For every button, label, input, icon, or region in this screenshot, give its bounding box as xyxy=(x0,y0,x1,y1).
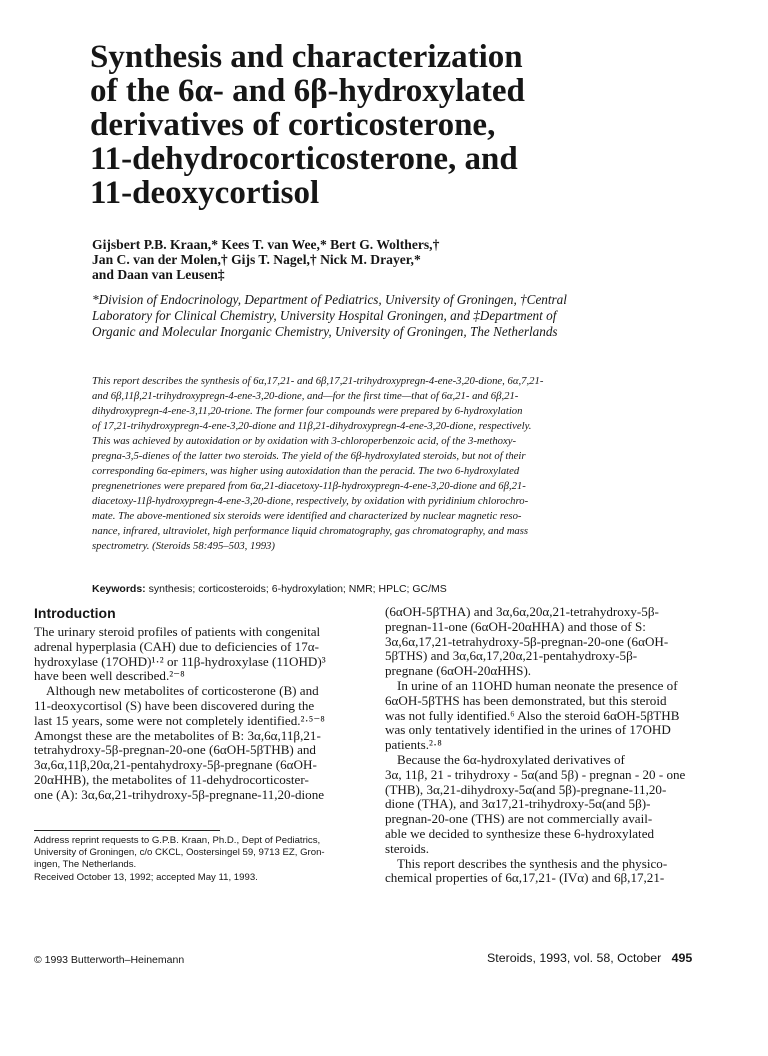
footnote-line: University of Groningen, c/o CKCL, Oostersingel 59, 9713 EZ, Gron- xyxy=(34,847,325,859)
abstract-line: spectrometry. (Steroids 58:495–503, 1993) xyxy=(92,540,275,552)
body-line: Amongst these are the metabolites of B: 3α,6α,11β,21- xyxy=(34,727,321,743)
right-column xyxy=(385,605,725,886)
affiliation-line: *Division of Endocrinology, Department of Pediatrics, University of Groningen, †Central xyxy=(92,292,567,307)
body-line: chemical properties of 6α,17,21- (IVα) and 6β,17,21- xyxy=(385,870,665,886)
page-number: 495 xyxy=(671,951,693,965)
author-line: and Daan van Leusen‡ xyxy=(92,267,225,282)
body-line: The urinary steroid profiles of patients with congenital xyxy=(34,624,321,639)
body-line: was only tentatively identified in the urines of 17OHD xyxy=(385,722,671,738)
author-list xyxy=(92,237,652,282)
body-line: pregnane (6αOH-20αHHS). xyxy=(385,663,532,679)
body-line: 3α,6α,17,21-tetrahydroxy-5β-pregnan-20-one (6αOH- xyxy=(385,633,669,649)
author-line: Jan C. van der Molen,† Gijs T. Nagel,† Nick M. Drayer,* xyxy=(92,252,421,267)
body-line: This report describes the synthesis and the physico- xyxy=(397,855,668,871)
abstract-line: This was achieved by autoxidation or by oxidation with 3-chloroperbenzoic acid, of the 3-methoxy- xyxy=(92,435,517,447)
abstract xyxy=(92,374,682,554)
author-line: Gijsbert P.B. Kraan,* Kees T. van Wee,* Bert G. Wolthers,† xyxy=(92,237,440,252)
article-title xyxy=(90,40,690,210)
body-line: 3α, 11β, 21 - trihydroxy - 5α(and 5β) - pregnan - 20 - one xyxy=(385,766,686,782)
title-line: 11-deoxycortisol xyxy=(90,175,320,211)
body-line: tetrahydroxy-5β-pregnan-20-one (6αOH-5βTHB) and xyxy=(34,742,316,758)
keywords-label: Keywords: xyxy=(92,583,146,595)
footnote-line: Received October 13, 1992; accepted May 11, 1993. xyxy=(34,871,258,883)
abstract-line: dihydroxypregn-4-ene-3,11,20-trione. The former four compounds were prepared by 6-hydroxylation xyxy=(92,405,523,417)
abstract-line: corresponding 6α-epimers, was higher using autoxidation than the peracid. The two 6-hydroxylated xyxy=(92,465,520,477)
affiliation-line: Laboratory for Clinical Chemistry, University Hospital Groningen, and ‡Department of xyxy=(92,308,557,323)
body-line: (THB), 3α,21-dihydroxy-5α(and 5β)-pregnane-11,20- xyxy=(385,781,667,797)
abstract-line: This report describes the synthesis of 6α,17,21- and 6β,17,21-trihydroxypregn-4-ene-3,20-dione, 6α,7,21- xyxy=(92,375,544,387)
title-line: of the 6α- and 6β-hydroxylated xyxy=(90,73,525,109)
body-line: Because the 6α-hydroxylated derivatives of xyxy=(397,751,625,767)
body-line: 20αHHB), the metabolites of 11-dehydrocorticoster- xyxy=(34,771,309,787)
body-line: Although new metabolites of corticosterone (B) and xyxy=(46,683,319,699)
footnote xyxy=(34,835,379,884)
keywords-text: synthesis; corticosteroids; 6-hydroxylation; NMR; HPLC; GC/MS xyxy=(145,583,447,595)
footnote-divider xyxy=(34,830,220,831)
body-line: steroids. xyxy=(385,840,430,856)
body-line: was not fully identified.⁶ Also the steroid 6αOH-5βTHB xyxy=(385,707,680,723)
body-line: adrenal hyperplasia (CAH) due to deficiencies of 17α- xyxy=(34,638,319,654)
body-line: 3α,6α,11β,20α,21-pentahydroxy-5β-pregnane (6αOH- xyxy=(34,757,317,773)
body-line: patients.²·⁸ xyxy=(385,737,442,753)
copyright-notice: © 1993 Butterworth–Heinemann xyxy=(34,954,185,966)
journal-footer xyxy=(487,951,692,965)
body-line: able we decided to synthesize these 6-hydroxylated xyxy=(385,825,655,841)
section-heading: Introduction xyxy=(34,605,116,621)
body-line: pregnan-20-one (THS) are not commercially avail- xyxy=(385,811,653,827)
left-column xyxy=(34,605,374,803)
abstract-line: and 6β,11β,21-trihydroxypregn-4-ene-3,20-dione, and—for the first time—that of 6α,21- and 6β,21- xyxy=(92,390,519,402)
abstract-line: pregna-3,5-dienes of the latter two steroids. The yield of the 6β-hydroxylated steroids, but not of their xyxy=(92,450,526,462)
keywords xyxy=(92,583,447,595)
body-line: (6αOH-5βTHA) and 3α,6α,20α,21-tetrahydroxy-5β- xyxy=(385,604,659,619)
abstract-line: of 17,21-trihydroxypregn-4-ene-3,20-dione and 11β,21-dihydroxypregn-4-ene-3,20-dione, respectively. xyxy=(92,420,532,432)
title-line: derivatives of corticosterone, xyxy=(90,107,496,143)
affiliations xyxy=(92,292,692,340)
body-line: hydroxylase (17OHD)¹·² or 11β-hydroxylase (11OHD)³ xyxy=(34,653,326,669)
body-line: last 15 years, some were not completely identified.²·⁵⁻⁸ xyxy=(34,712,325,728)
abstract-line: pregnenetriones were prepared from 6α,21-diacetoxy-11β-hydroxypregn-4-ene-3,20-dione and 6β,21- xyxy=(92,480,526,492)
body-line: one (A): 3α,6α,21-trihydroxy-5β-pregnane-11,20-dione xyxy=(34,786,325,802)
footnote-line: ingen, The Netherlands. xyxy=(34,859,137,871)
body-line: 6αOH-5βTHS has been demonstrated, but this steroid xyxy=(385,692,667,708)
title-line: Synthesis and characterization xyxy=(90,39,523,75)
abstract-line: nance, infrared, ultraviolet, high performance liquid chromatography, gas chromatography, and mass xyxy=(92,525,529,537)
footnote-line: Address reprint requests to G.P.B. Kraan, Ph.D., Dept of Pediatrics, xyxy=(34,835,321,846)
abstract-line: diacetoxy-11β-hydroxypregn-4-ene-3,20-dione, respectively, by oxidation with pyridinium chlorochro- xyxy=(92,495,529,507)
body-line: pregnan-11-one (6αOH-20αHHA) and those of S: xyxy=(385,618,646,634)
body-line: 5βTHS) and 3α,6α,17,20α,21-pentahydroxy-5β- xyxy=(385,648,638,664)
body-line: have been well described.²⁻⁸ xyxy=(34,668,185,684)
body-line: 11-deoxycortisol (S) have been discovered during the xyxy=(34,697,315,713)
body-line: dione (THA), and 3α17,21-trihydroxy-5α(and 5β)- xyxy=(385,796,651,812)
title-line: 11-dehydrocorticosterone, and xyxy=(90,141,518,177)
affiliation-line: Organic and Molecular Inorganic Chemistry, University of Groningen, The Netherlands xyxy=(92,324,558,339)
abstract-line: mate. The above-mentioned six steroids were identified and characterized by nuclear magnetic reso- xyxy=(92,510,522,522)
journal-citation: Steroids, 1993, vol. 58, October xyxy=(487,951,662,965)
body-line: In urine of an 11OHD human neonate the presence of xyxy=(397,677,678,693)
